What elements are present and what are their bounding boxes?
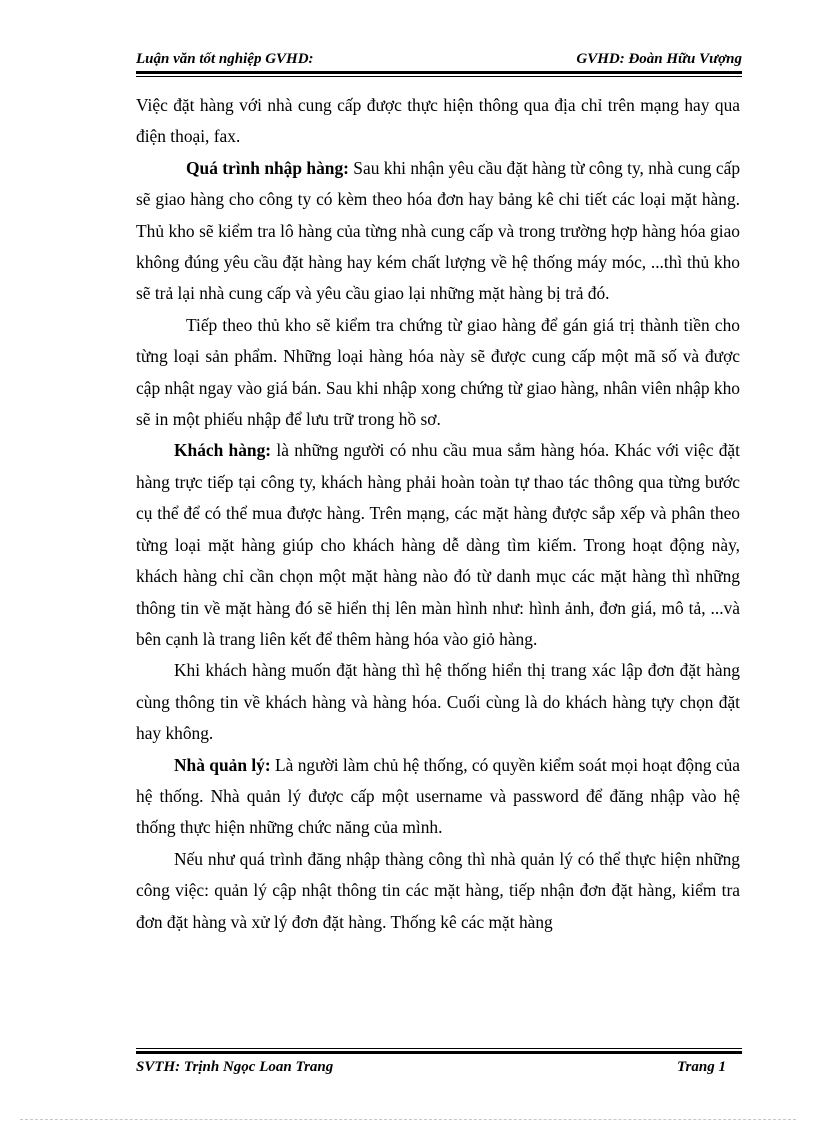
footer-page-number: Trang 1 — [676, 1059, 726, 1075]
header-thesis-title: Luận văn tốt nghiệp GVHD: — [136, 51, 314, 67]
document-body — [136, 90, 740, 938]
paragraph-customer — [136, 435, 740, 655]
paragraph-receiving — [136, 153, 740, 310]
paragraph-manager-tasks: Nếu như quá trình đăng nhập thàng công thì nhà quản lý có thể thực hiện những công việc: quản lý cập nhật thông tin các mặt hàng, tiếp nhận đơn đặt hàng, kiểm tra đơn đặt hàng và xử lý đơn đặt hàng. Thống kê các mặt hàng — [136, 848, 740, 932]
paragraph-inspection: Tiếp theo thủ kho sẽ kiểm tra chứng từ giao hàng để gán giá trị thành tiền cho từng loại sản phẩm. Những loại hàng hóa này sẽ được cung cấp một mã số và được cập nhật ngay vào giá bán. Sau khi nhập xong chứng từ giao hàng, nhân viên nhập kho sẽ in một phiếu nhập để lưu trữ trong hồ sơ. — [136, 314, 740, 430]
footer-rule-thin — [136, 1048, 742, 1049]
header-rule-thick — [136, 71, 742, 74]
page-header — [136, 50, 742, 68]
paragraph-customer-label: Khách hàng: — [174, 440, 272, 461]
paragraph-manager — [136, 750, 740, 844]
footer-rule-thick — [136, 1051, 742, 1054]
header-rule-thin — [136, 76, 742, 77]
page-footer — [136, 1058, 726, 1076]
footer-student: SVTH: Trịnh Ngọc Loan Trang — [136, 1059, 334, 1075]
paragraph-ordering: Việc đặt hàng với nhà cung cấp được thực hiện thông qua địa chỉ trên mạng hay qua điện thoại, fax. — [136, 95, 740, 147]
paragraph-ordering-process: Khi khách hàng muốn đặt hàng thì hệ thống hiển thị trang xác lập đơn đặt hàng cùng thông tin về khách hàng và hàng hóa. Cuối cùng là do khách hàng tựy chọn đặt hay không. — [136, 660, 740, 744]
paragraph-manager-label: Nhà quản lý: — [174, 754, 271, 775]
paragraph-customer-text: là những người có nhu cầu mua sắm hàng hóa. Khác với việc đặt hàng trực tiếp tại công ty, khách hàng phải hoàn toàn tự thao tác thông qua từng bước cụ thể để có thể mua được hàng. Trên mạng, các mặt hàng được sắp xếp và phân theo từng loại mặt hàng giúp cho khách hàng dễ dàng tìm kiếm. Trong hoạt động này, khách hàng chỉ cần chọn một mặt hàng nào đó từ danh mục các mặt hàng thì những thông tin về mặt hàng đó sẽ hiển thị lên màn hình như: hình ảnh, đơn giá, mô tả, ...và bên cạnh là trang liên kết để thêm hàng hóa vào giỏ hàng. — [136, 440, 740, 649]
paragraph-manager-text: Là người làm chủ hệ thống, có quyền kiểm soát mọi hoạt động của hệ thống. Nhà quản lý được cấp một username và password để đăng nhập vào hệ thống thực hiện những chức năng của mình. — [136, 754, 740, 838]
page-bottom-edge — [20, 1119, 796, 1120]
header-advisor: GVHD: Đoàn Hữu Vượng — [576, 51, 742, 67]
paragraph-receiving-text: Sau khi nhận yêu cầu đặt hàng từ công ty, nhà cung cấp sẽ giao hàng cho công ty có kèm theo hóa đơn hay bảng kê chi tiết các loại mặt hàng. Thủ kho sẽ kiểm tra lô hàng của từng nhà cung cấp và trong trường hợp hàng hóa giao không đúng yêu cầu đặt hàng hay kém chất lượng về hệ thống máy móc, ...thì thủ kho sẽ trả lại nhà cung cấp và yêu cầu giao lại những mặt hàng bị trả đó. — [136, 157, 741, 304]
paragraph-receiving-label: Quá trình nhập hàng: — [186, 157, 349, 178]
